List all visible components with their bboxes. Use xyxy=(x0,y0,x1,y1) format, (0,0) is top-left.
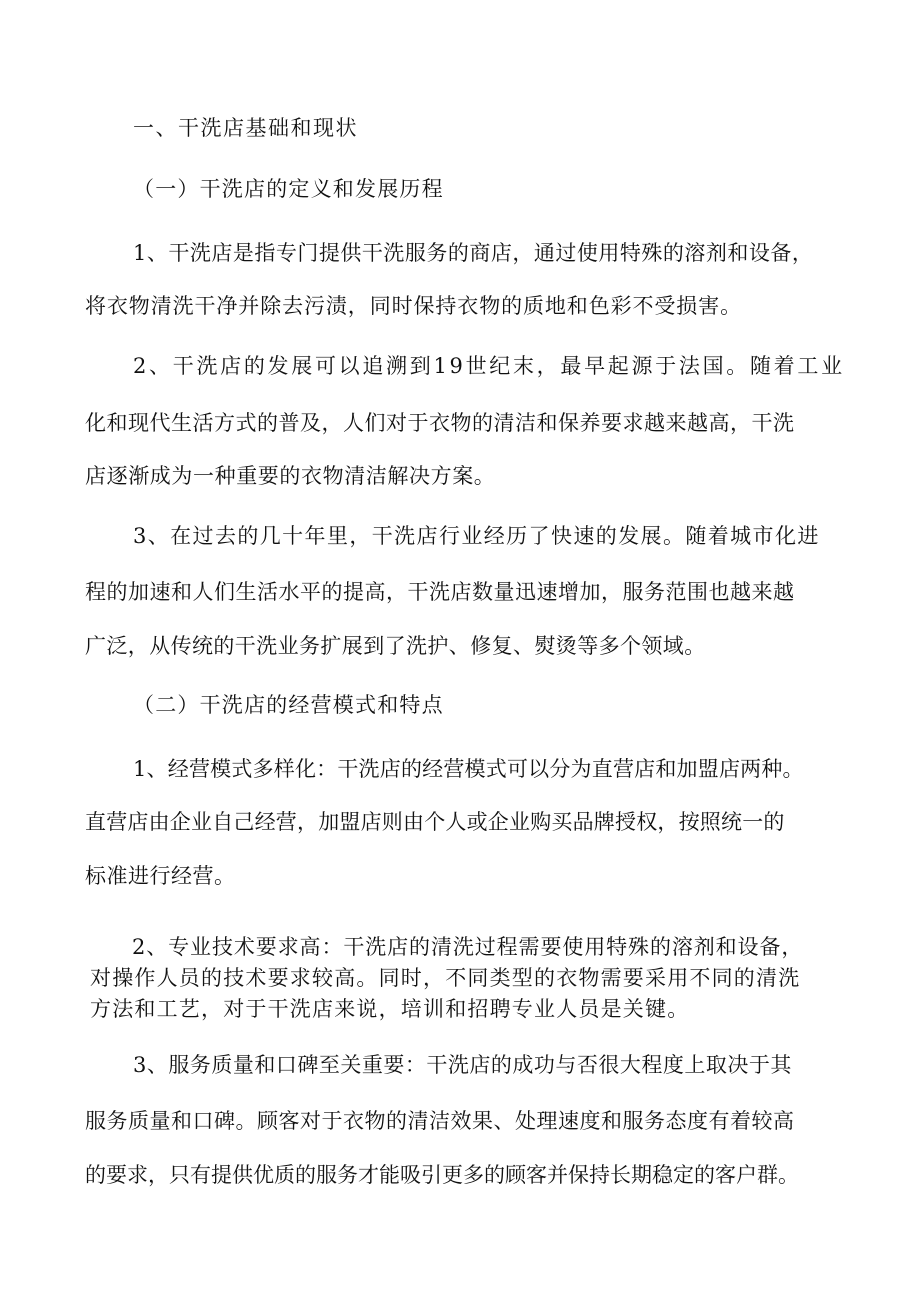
s1-p1-line-1: 1、干洗店是指专门提供干洗服务的商店，通过使用特殊的溶剂和设备， xyxy=(133,241,814,265)
s1-p2-line-1: 2、干洗店的发展可以追溯到19世纪末，最早起源于法国。随着工业 xyxy=(133,354,845,378)
s2-p3-line-1: 3、服务质量和口碑至关重要：干洗店的成功与否很大程度上取决于其 xyxy=(133,1053,792,1077)
heading-level-1: 一、干洗店基础和现状 xyxy=(133,116,358,140)
s1-p3-line-2: 程的加速和人们生活水平的提高，干洗店数量迅速增加，服务范围也越来越 xyxy=(85,580,795,604)
s1-p3-line-3: 广泛，从传统的干洗业务扩展到了洗护、修复、熨烫等多个领域。 xyxy=(85,634,706,658)
section-1-title: （一）干洗店的定义和发展历程 xyxy=(133,177,444,201)
s1-p2-line-2: 化和现代生活方式的普及，人们对于衣物的清洁和保养要求越来越高，干洗 xyxy=(85,411,795,435)
s1-p1-line-2: 将衣物清洗干净并除去污渍，同时保持衣物的质地和色彩不受损害。 xyxy=(85,294,742,318)
s2-paragraph-2 xyxy=(90,932,803,1025)
section-2-title: （二）干洗店的经营模式和特点 xyxy=(133,693,444,717)
s2-p3-line-2: 服务质量和口碑。顾客对于衣物的清洁效果、处理速度和服务态度有着较高 xyxy=(85,1109,795,1133)
s2-p1-line-1: 1、经营模式多样化：干洗店的经营模式可以分为直营店和加盟店两种。 xyxy=(133,757,804,781)
s2-p3-line-3: 的要求，只有提供优质的服务才能吸引更多的顾客并保持长期稳定的客户群。 xyxy=(85,1163,799,1187)
s1-p3-line-1: 3、在过去的几十年里，干洗店行业经历了快速的发展。随着城市化进 xyxy=(133,524,820,548)
s2-p2-line-1: 2、专业技术要求高：干洗店的清洗过程需要使用特殊的溶剂和设备， xyxy=(132,935,804,959)
s2-p2-line-2: 对操作人员的技术要求较高。同时，不同类型的衣物需要采用不同的清洗 xyxy=(90,966,801,990)
s2-p1-line-2: 直营店由企业自己经营，加盟店则由个人或企业购买品牌授权，按照统一的 xyxy=(85,810,785,834)
s2-p1-line-3: 标准进行经营。 xyxy=(85,864,236,888)
s1-p2-line-3: 店逐渐成为一种重要的衣物清洁解决方案。 xyxy=(85,464,496,488)
s2-p2-line-3: 方法和工艺，对于干洗店来说，培训和招聘专业人员是关键。 xyxy=(90,997,690,1021)
